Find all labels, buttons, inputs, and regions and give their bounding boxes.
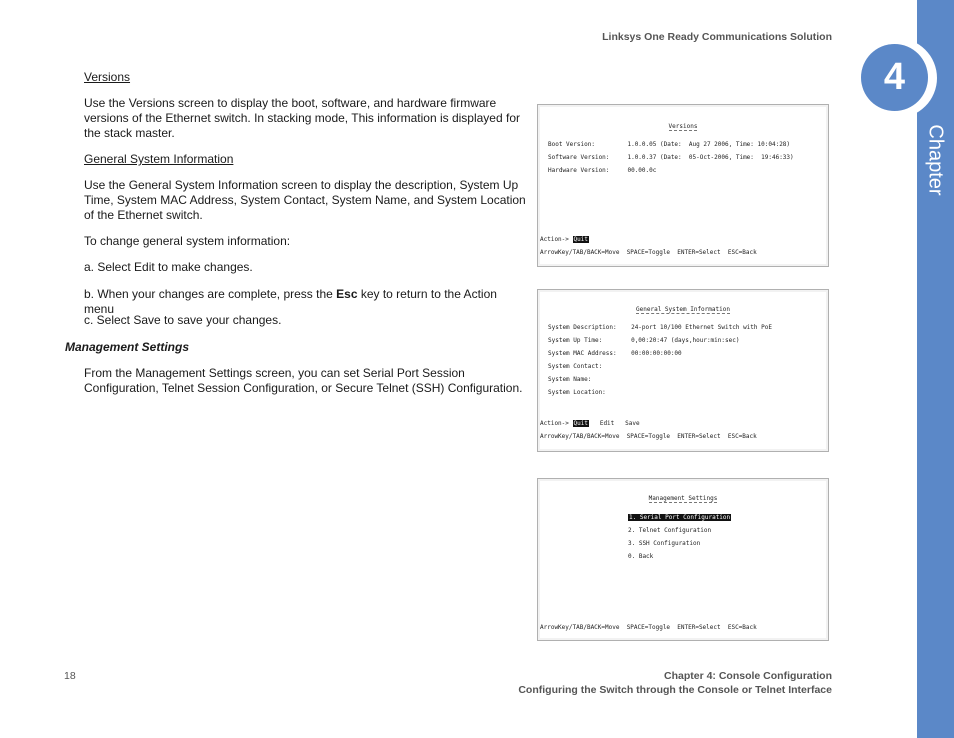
footer-titles	[518, 669, 832, 697]
esc-key: Esc	[336, 287, 358, 301]
console-row: System Contact:	[548, 363, 603, 370]
footer-subtitle: Configuring the Switch through the Console or Telnet Interface	[518, 684, 832, 696]
console-title: Versions	[668, 123, 698, 130]
action-quit: Quit	[573, 236, 588, 243]
action-edit: Edit	[599, 420, 615, 427]
console-title: General System Information	[636, 306, 730, 313]
gsi-heading: General System Information	[84, 152, 234, 166]
console-row: Software Version: 1.0.0.37 (Date: 05-Oct-2006, Time: 19:46:33)	[548, 154, 794, 161]
step-b-text-end: key to return to the Action menu	[84, 287, 497, 316]
console-row: Hardware Version: 00.00.0c	[548, 167, 657, 174]
menu-item: 0. Back	[628, 553, 654, 560]
chapter-label: Chapter	[924, 124, 947, 196]
console-action-bar: Action-> Quit	[540, 236, 588, 243]
mgmt-heading: Management Settings	[65, 340, 190, 354]
action-quit: Quit	[573, 420, 588, 427]
mgmt-console-screenshot	[537, 478, 829, 641]
console-action-bar: Action-> Quit Edit Save	[540, 420, 640, 427]
change-intro: To change general system information:	[84, 234, 291, 248]
step-a: a. Select Edit to make changes.	[84, 260, 253, 274]
console-row: System Up Time: 0,00:20:47 (days,hour:min:sec)	[548, 337, 740, 344]
console-row: System Location:	[548, 389, 606, 396]
gsi-console-screenshot	[537, 289, 829, 452]
chapter-tab	[917, 0, 954, 738]
footer-chapter-title: Chapter 4: Console Configuration	[664, 670, 832, 682]
versions-console-screenshot	[537, 104, 829, 267]
console-title: Management Settings	[648, 495, 718, 502]
console-row: System MAC Address: 00:00:00:00:00	[548, 350, 682, 357]
menu-item: 3. SSH Configuration	[628, 540, 701, 547]
gsi-paragraph: Use the General System Information screen to display the description, System Up Time, System MAC Address, System Contact, System Name, and System Location of the Ethernet switch.	[84, 178, 526, 222]
console-row: System Name:	[548, 376, 592, 383]
mgmt-paragraph: From the Management Settings screen, you can set Serial Port Session Configuration, Telnet Session Configuration, or Secure Telnet (SSH) Configuration.	[84, 366, 523, 395]
menu-item: 2. Telnet Configuration	[628, 527, 712, 534]
versions-paragraph: Use the Versions screen to display the boot, software, and hardware firmware versions of the Ethernet switch. In stacking mode, This information is displayed for the stack master.	[84, 96, 520, 140]
console-row: System Description: 24-port 10/100 Ethernet Switch with PoE	[548, 324, 772, 331]
console-help-line: ArrowKey/TAB/BACK=Move SPACE=Toggle ENTER=Select ESC=Back	[540, 433, 757, 440]
versions-heading: Versions	[84, 70, 131, 84]
console-help-line: ArrowKey/TAB/BACK=Move SPACE=Toggle ENTER=Select ESC=Back	[540, 624, 757, 631]
step-c: c. Select Save to save your changes.	[84, 313, 282, 327]
action-save: Save	[625, 420, 640, 427]
console-row: Boot Version: 1.0.0.05 (Date: Aug 27 2006, Time: 10:04:28)	[548, 141, 791, 148]
page-number: 18	[64, 670, 76, 682]
step-b-text: b. When your changes are complete, press the	[84, 287, 337, 301]
menu-item-selected: 1. Serial Port Configuration	[629, 514, 731, 521]
chapter-number: 4	[861, 44, 928, 111]
console-help-line: ArrowKey/TAB/BACK=Move SPACE=Toggle ENTER=Select ESC=Back	[540, 249, 757, 256]
running-header: Linksys One Ready Communications Solution	[602, 31, 832, 43]
